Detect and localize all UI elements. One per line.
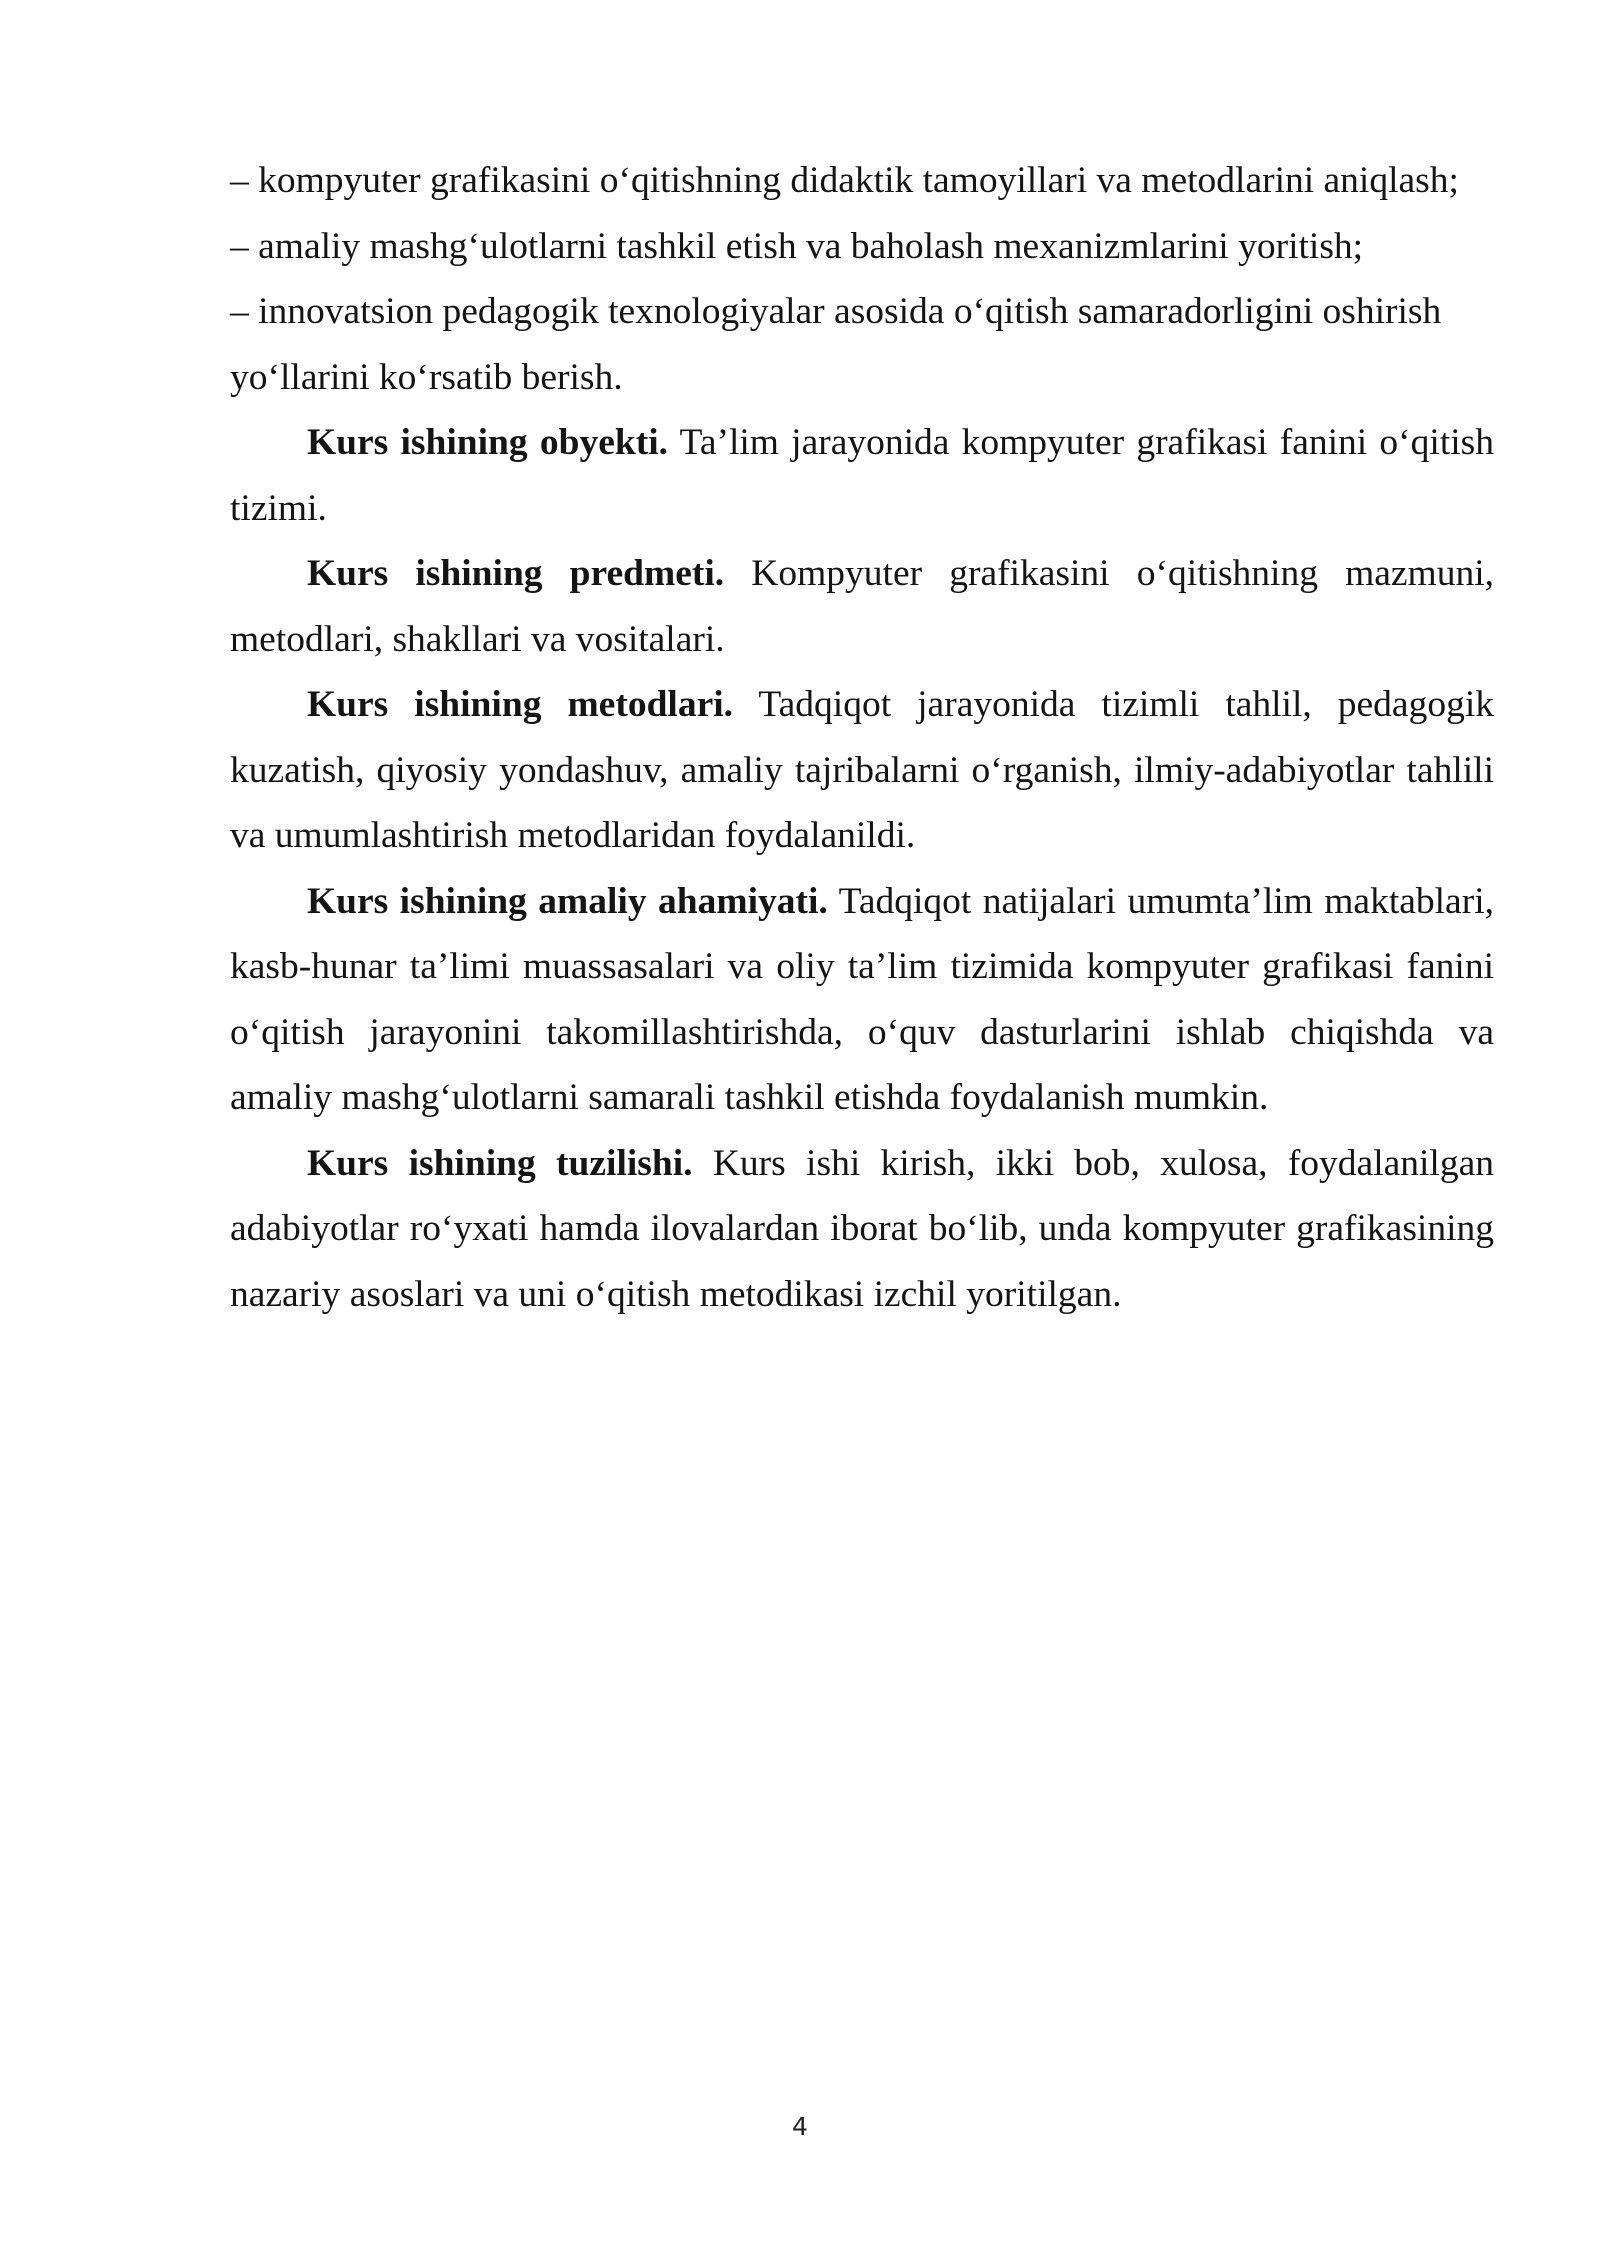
- paragraph-subject: [230, 541, 1494, 672]
- body-text: [230, 148, 1494, 1327]
- paragraph-methods: [230, 672, 1494, 869]
- paragraph-text: Kurs ishi kirish, ikki bob, xulosa, foydalanilgan adabiyotlar ro‘yxati hamda ilovalardan iborat bo‘lib, unda kompyuter grafikasining nazariy asoslari va uni o‘qitish metodikasi izchil yoritilgan.: [230, 1142, 1494, 1315]
- page-number: 4: [792, 2112, 808, 2141]
- paragraph-lead: Kurs ishining amaliy ahamiyati.: [307, 880, 828, 922]
- paragraph-text: Tadqiqot natijalari umumta’lim maktablari, kasb-hunar ta’limi muassasalari va oliy ta’lim tizimida kompyuter grafikasi fanini o‘qitish jarayonini takomillashtirishda, o‘quv dasturlarini ishlab chiqishda va amaliy mashg‘ulotlarni samarali tashkil etishda foydalanish mumkin.: [230, 880, 1494, 1118]
- paragraph-structure: [230, 1131, 1494, 1328]
- paragraph-lead: Kurs ishining predmeti.: [307, 553, 725, 594]
- paragraph-lead: Kurs ishining metodlari.: [307, 684, 734, 725]
- bullet-item: – innovatsion pedagogik texnologiyalar asosida o‘qitish samaradorligini oshirish yo‘llarini ko‘rsatib berish.: [230, 291, 1442, 398]
- paragraph-object: [230, 410, 1494, 541]
- paragraph-lead: Kurs ishining obyekti.: [307, 422, 668, 463]
- paragraph-practical-significance: [230, 869, 1494, 1131]
- paragraph-lead: Kurs ishining tuzilishi.: [307, 1142, 693, 1184]
- paragraph-text: Ta’lim jarayonida kompyuter grafikasi fanini o‘qitish tizimi.: [230, 422, 1494, 529]
- paragraph-text: Kompyuter grafikasini o‘qitishning mazmuni, metodlari, shakllari va vositalari.: [230, 553, 1495, 660]
- bullet-item: – kompyuter grafikasini o‘qitishning didaktik tamoyillari va metodlarini aniqlash;: [230, 160, 1459, 201]
- bullet-item: – amaliy mashg‘ulotlarni tashkil etish va baholash mexanizmlarini yoritish;: [230, 225, 1364, 267]
- paragraph-text: Tadqiqot jarayonida tizimli tahlil, pedagogik kuzatish, qiyosiy yondashuv, amaliy tajribalarni o‘rganish, ilmiy-adabiyotlar tahlili va umumlashtirish metodlaridan foydalanildi.: [230, 684, 1494, 856]
